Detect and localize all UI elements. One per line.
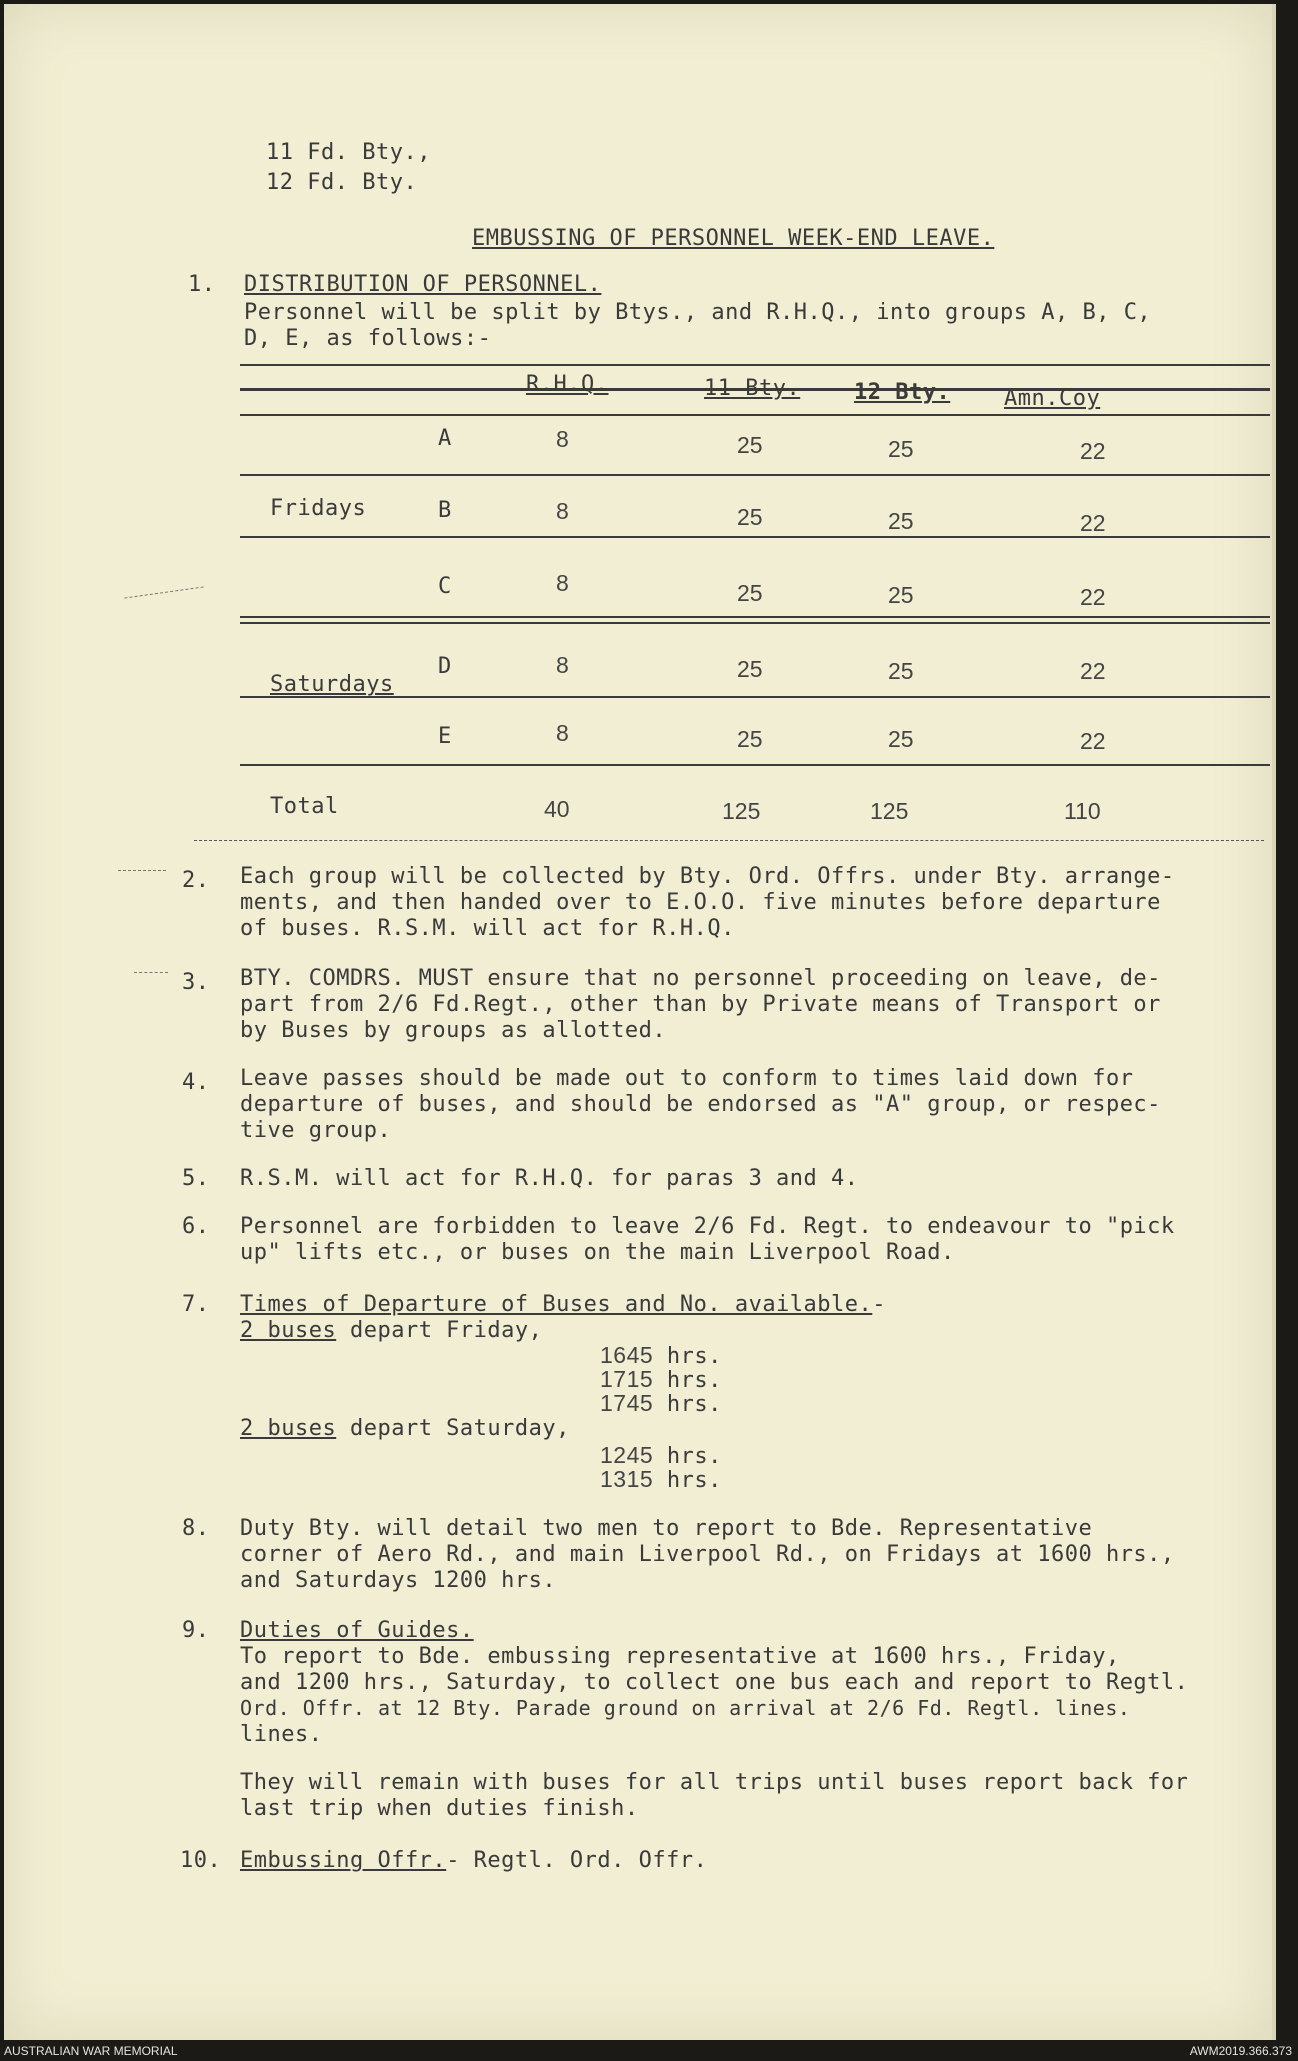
col-header-11-bty: 11 Bty. xyxy=(704,376,801,401)
row-e-rhq: 8 xyxy=(556,720,569,746)
hrs-label: hrs. xyxy=(666,1392,722,1417)
row-e-group: E xyxy=(438,724,452,749)
para-6-line-2: up" lifts etc., or buses on the main Liverpool Road. xyxy=(240,1240,955,1265)
para-9-line-3: Ord. Offr. at 12 Bty. Parade ground on arrival at 2/6 Fd. Regtl. lines. xyxy=(240,1696,1131,1720)
friday-time-2 xyxy=(600,1366,722,1393)
saturday-buses-line xyxy=(240,1416,570,1441)
total-12bty: 125 xyxy=(870,798,909,824)
row-d-11bty: 25 xyxy=(737,656,763,682)
row-c-12bty: 25 xyxy=(888,582,914,608)
friday-buses-count: 2 buses xyxy=(240,1318,337,1343)
hrs-label: hrs. xyxy=(666,1468,722,1493)
para-6-number: 6. xyxy=(182,1214,210,1239)
para-8-line-2: corner of Aero Rd., and main Liverpool Rd., on Fridays at 1600 hrs., xyxy=(240,1542,1175,1567)
col-header-rhq: R.H.Q. xyxy=(526,372,609,397)
saturday-time-1-value: 1245 xyxy=(600,1442,654,1468)
row-b-amn: 22 xyxy=(1080,510,1106,536)
row-e-amn: 22 xyxy=(1080,728,1106,754)
document-title: EMBUSSING OF PERSONNEL WEEK-END LEAVE. xyxy=(472,226,995,251)
margin-mark-3 xyxy=(134,972,168,973)
para-4-line-2: departure of buses, and should be endorsed as "A" group, or respec- xyxy=(240,1092,1161,1117)
saturdays-label: Saturdays xyxy=(270,672,394,697)
para-7-heading-suffix: - xyxy=(872,1292,887,1317)
para-3-line-2: part from 2/6 Fd.Regt., other than by Private means of Transport or xyxy=(240,992,1161,1017)
col-header-12-bty: 12 Bty. xyxy=(854,380,951,405)
row-d-group: D xyxy=(438,654,452,679)
para-10-heading: Embussing Offr. xyxy=(240,1848,447,1873)
footer-bar xyxy=(0,2041,1298,2061)
total-11bty: 125 xyxy=(722,798,761,824)
margin-mark-2 xyxy=(118,870,166,871)
hrs-label: hrs. xyxy=(666,1368,722,1393)
para-4-number: 4. xyxy=(182,1070,210,1095)
para-5-number: 5. xyxy=(182,1166,210,1191)
saturday-buses-rest: depart Saturday, xyxy=(336,1416,570,1441)
row-a-12bty: 25 xyxy=(888,436,914,462)
para-9-line-4: lines. xyxy=(240,1722,323,1747)
total-rhq: 40 xyxy=(544,796,570,822)
para-9-line-6: last trip when duties finish. xyxy=(240,1796,639,1821)
row-d-12bty: 25 xyxy=(888,658,914,684)
para-2-line-2: ments, and then handed over to E.O.O. five minutes before departure xyxy=(240,890,1161,915)
row-a-amn: 22 xyxy=(1080,438,1106,464)
para-2-number: 2. xyxy=(182,868,210,893)
para-3-line-1: BTY. COMDRS. MUST ensure that no personnel proceeding on leave, de- xyxy=(240,966,1161,991)
para-6-line-1: Personnel are forbidden to leave 2/6 Fd. Regt. to endeavour to "pick xyxy=(240,1214,1175,1239)
row-c-11bty: 25 xyxy=(737,580,763,606)
hrs-label: hrs. xyxy=(666,1344,722,1369)
para-4-line-3: tive group. xyxy=(240,1118,392,1143)
para-7-number: 7. xyxy=(182,1292,210,1317)
table-rule-b xyxy=(240,536,1270,538)
row-e-11bty: 25 xyxy=(737,726,763,752)
para-7-heading-wrap xyxy=(240,1292,886,1317)
row-b-rhq: 8 xyxy=(556,498,569,524)
para-1-number: 1. xyxy=(188,272,216,297)
para-8-line-1: Duty Bty. will detail two men to report to Bde. Representative xyxy=(240,1516,1093,1541)
para-3-number: 3. xyxy=(182,970,210,995)
footer-archive-name: AUSTRALIAN WAR MEMORIAL xyxy=(4,2044,178,2058)
table-rule-d xyxy=(240,696,1270,698)
para-2-line-3: of buses. R.S.M. will act for R.H.Q. xyxy=(240,916,735,941)
para-10-line xyxy=(240,1848,707,1873)
para-8-line-3: and Saturdays 1200 hrs. xyxy=(240,1568,557,1593)
para-1-text-line-1: Personnel will be split by Btys., and R.H.Q., into groups A, B, C, xyxy=(244,300,1152,325)
row-c-amn: 22 xyxy=(1080,584,1106,610)
row-a-rhq: 8 xyxy=(556,426,569,452)
para-4-line-1: Leave passes should be made out to conform to times laid down for xyxy=(240,1066,1134,1091)
row-b-11bty: 25 xyxy=(737,504,763,530)
row-d-amn: 22 xyxy=(1080,658,1106,684)
para-5-text: R.S.M. will act for R.H.Q. for paras 3 and 4. xyxy=(240,1166,859,1191)
table-rule-bottom xyxy=(194,840,1264,841)
para-9-line-1: To report to Bde. embussing representative at 1600 hrs., Friday, xyxy=(240,1644,1120,1669)
saturday-time-2-value: 1315 xyxy=(600,1466,654,1492)
row-a-11bty: 25 xyxy=(737,432,763,458)
saturday-time-2 xyxy=(600,1466,722,1493)
col-header-amn-coy: Amn.Coy xyxy=(1004,386,1101,411)
row-e-12bty: 25 xyxy=(888,726,914,752)
total-amn: 110 xyxy=(1064,798,1101,824)
para-9-line-5: They will remain with buses for all trips until buses report back for xyxy=(240,1770,1189,1795)
friday-time-2-value: 1715 xyxy=(600,1366,654,1392)
addressee-line-2: 12 Fd. Bty. xyxy=(266,170,418,195)
row-b-group: B xyxy=(438,498,452,523)
table-rule-a xyxy=(240,474,1270,476)
saturday-time-1 xyxy=(600,1442,722,1469)
fridays-label: Fridays xyxy=(270,496,367,521)
para-1-text-line-2: D, E, as follows:- xyxy=(244,326,492,351)
row-c-rhq: 8 xyxy=(556,570,569,596)
document-page xyxy=(4,4,1276,2040)
margin-mark-1 xyxy=(124,586,203,598)
friday-time-1-value: 1645 xyxy=(600,1342,654,1368)
table-rule-e xyxy=(240,764,1270,766)
saturday-buses-count: 2 buses xyxy=(240,1416,337,1441)
row-b-12bty: 25 xyxy=(888,508,914,534)
para-10-rest: - Regtl. Ord. Offr. xyxy=(446,1848,708,1873)
footer-accession-number: AWM2019.366.373 xyxy=(1189,2044,1292,2058)
friday-buses-rest: depart Friday, xyxy=(336,1318,543,1343)
friday-time-1 xyxy=(600,1342,722,1369)
para-9-line-2: and 1200 hrs., Saturday, to collect one bus each and report to Regtl. xyxy=(240,1670,1189,1695)
hrs-label: hrs. xyxy=(666,1444,722,1469)
para-9-heading: Duties of Guides. xyxy=(240,1618,474,1643)
para-9-number: 9. xyxy=(182,1618,210,1643)
friday-buses-line xyxy=(240,1318,542,1343)
table-rule-c-2 xyxy=(240,622,1270,624)
row-d-rhq: 8 xyxy=(556,652,569,678)
para-7-heading: Times of Departure of Buses and No. available. xyxy=(240,1292,873,1317)
friday-time-3-value: 1745 xyxy=(600,1390,654,1416)
para-2-line-1: Each group will be collected by Bty. Ord. Offrs. under Bty. arrange- xyxy=(240,864,1175,889)
para-10-number: 10. xyxy=(180,1848,222,1873)
row-a-group: A xyxy=(438,426,452,451)
friday-time-3 xyxy=(600,1390,722,1417)
para-1-heading: DISTRIBUTION OF PERSONNEL. xyxy=(244,272,602,297)
table-rule-header-bottom xyxy=(240,414,1270,416)
row-c-group: C xyxy=(438,574,452,599)
addressee-line-1: 11 Fd. Bty., xyxy=(266,140,431,165)
para-8-number: 8. xyxy=(182,1516,210,1541)
table-rule-c-1 xyxy=(240,616,1270,618)
total-label: Total xyxy=(270,794,339,819)
para-3-line-3: by Buses by groups as allotted. xyxy=(240,1018,667,1043)
table-rule-top xyxy=(240,364,1270,366)
